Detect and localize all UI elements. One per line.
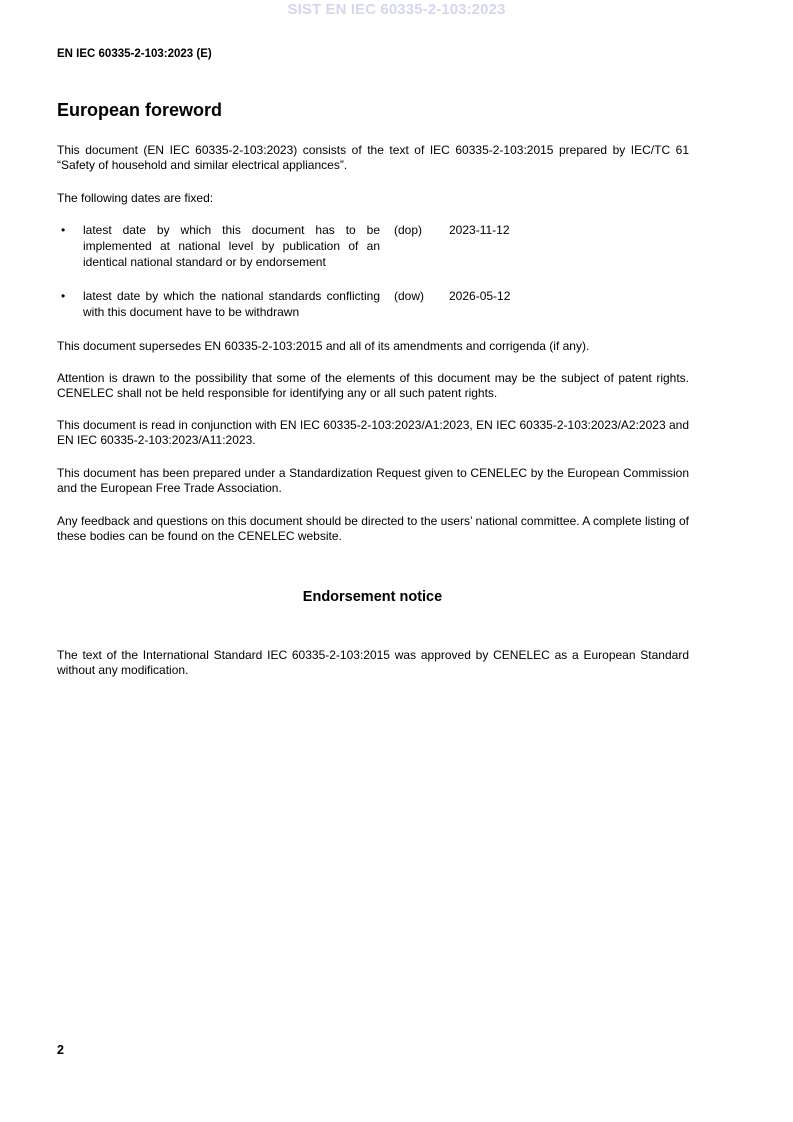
date-item-date: 2023-11-12	[449, 223, 510, 237]
bullet-icon: •	[61, 289, 66, 303]
supersedes-paragraph: This document supersedes EN 60335-2-103:2015 and all of its amendments and corrigenda (if any).	[57, 339, 590, 353]
patent-paragraph: Attention is drawn to the possibility that some of the elements of this document may be the subject of patent rights. CENELEC shall not be held responsible for identifying any or all such patent rights.	[57, 371, 689, 400]
date-item-text: latest date by which this document has to be implemented at national level by publication of an identical national standard or by endorsement	[83, 223, 380, 269]
date-item-code: (dop)	[394, 223, 423, 237]
watermark: SIST EN IEC 60335-2-103:2023	[287, 1, 506, 18]
date-item-code: (dow)	[394, 289, 425, 303]
date-item-date: 2026-05-12	[449, 289, 511, 303]
foreword-intro: This document (EN IEC 60335-2-103:2023) consists of the text of IEC 60335-2-103:2015 prepared by IEC/TC 61 “Safety of household and similar electrical appliances”.	[57, 143, 689, 172]
foreword-title: European foreword	[57, 100, 223, 120]
date-item-text: latest date by which the national standards conflicting with this document have to be withdrawn	[83, 289, 380, 319]
document-reference: EN IEC 60335-2-103:2023 (E)	[57, 48, 212, 60]
endorsement-title: Endorsement notice	[302, 589, 443, 605]
bullet-icon: •	[61, 223, 66, 237]
page-number: 2	[57, 1043, 64, 1057]
standardization-paragraph: This document has been prepared under a Standardization Request given to CENELEC by the European Commission and the European Free Trade Association.	[57, 466, 689, 495]
feedback-paragraph: Any feedback and questions on this document should be directed to the users’ national committee. A complete listing of these bodies can be found on the CENELEC website.	[57, 514, 689, 543]
dates-intro: The following dates are fixed:	[57, 191, 214, 205]
conjunction-paragraph: This document is read in conjunction with EN IEC 60335-2-103:2023/A1:2023, EN IEC 60335-2-103:2023/A2:2023 and EN IEC 60335-2-103:2023/A11:2023.	[57, 418, 689, 447]
endorsement-text: The text of the International Standard IEC 60335-2-103:2015 was approved by CENELEC as a European Standard without any modification.	[57, 648, 689, 677]
